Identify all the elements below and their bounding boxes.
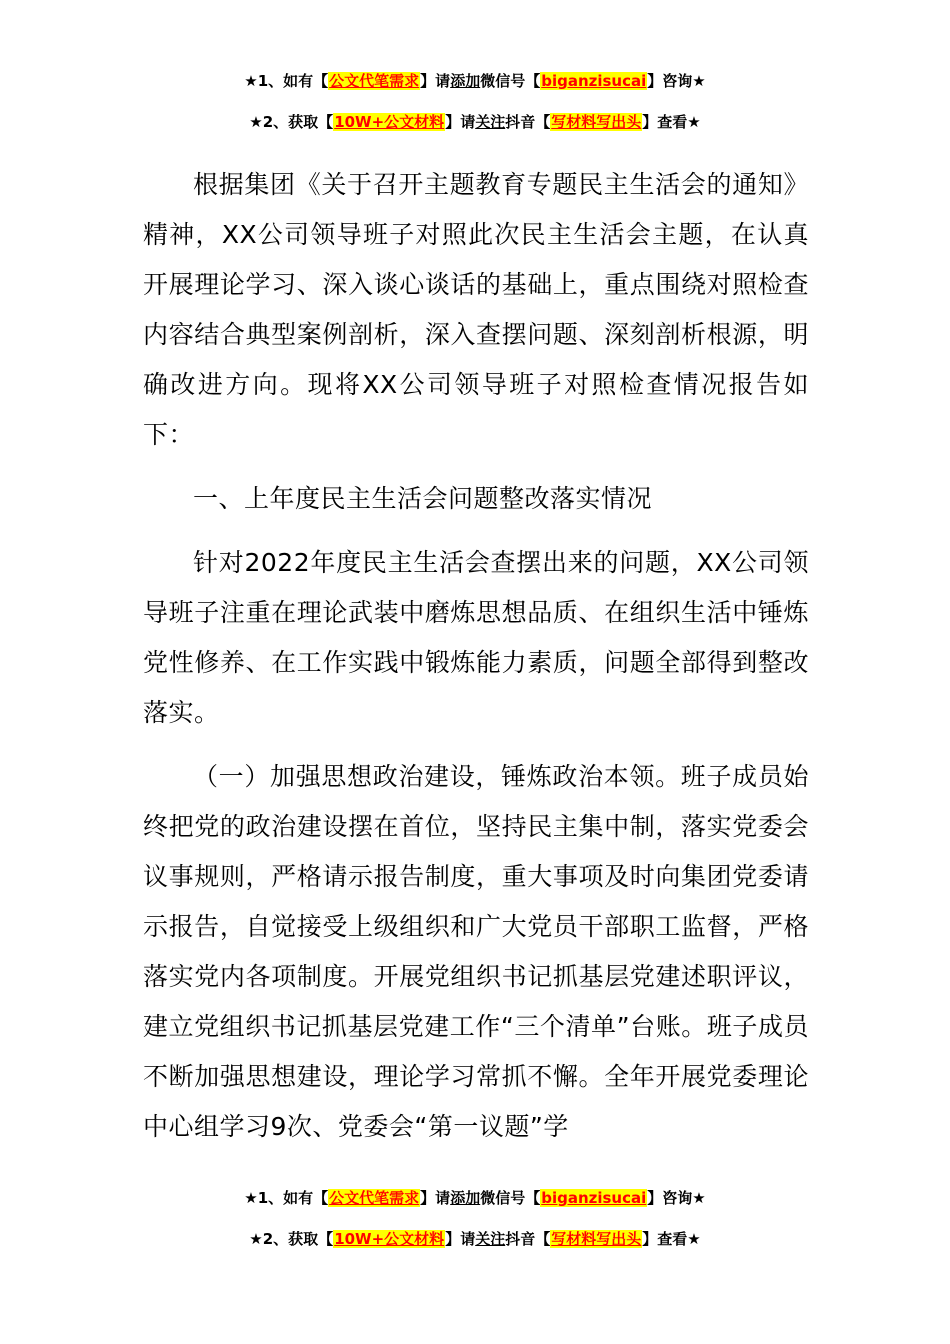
- banner-text: 抖音【: [505, 113, 551, 131]
- header-banner-line-1: [0, 70, 950, 92]
- banner-text: 】请: [420, 1189, 451, 1207]
- paragraph: （一）加强思想政治建设，锤炼政治本领。班子成员始终把党的政治建设摆在首位，坚持民主集中制，落实党委会议事规则，严格请示报告制度，重大事项及时向集团党委请示报告，自觉接受上级组织和广大党员干部职工监督，严格落实党内各项制度。开展党组织书记抓基层党建述职评议，建立党组织书记抓基层党建工作“三个清单”台账。班子成员不断加强思想建设，理论学习常抓不懈。全年开展党委理论中心组学习9次、党委会“第一议题”学: [143, 762, 809, 1141]
- footer-banner-line-1: [0, 1187, 950, 1209]
- header-banner-line-2: [0, 111, 950, 133]
- banner-text: 】请: [445, 1230, 476, 1248]
- wechat-id: biganzisucai: [541, 1189, 647, 1207]
- banner-text: 抖音【: [505, 1230, 551, 1248]
- paragraph: 针对2022年度民主生活会查摆出来的问题，XX公司领导班子注重在理论武装中磨炼思想品质、在组织生活中锤炼党性修养、在工作实践中锻炼能力素质，问题全部得到整改落实。: [143, 548, 809, 727]
- banner-text: 】查看★: [642, 1230, 701, 1248]
- section-heading: 一、上年度民主生活会问题整改落实情况: [193, 484, 653, 513]
- banner-text: ★2、获取【: [249, 1230, 334, 1248]
- underlined-text: 关注: [475, 1230, 506, 1248]
- banner-text: 】咨询★: [647, 72, 706, 90]
- banner-text: 】请: [420, 72, 451, 90]
- douyin-account: 写材料写出头: [551, 113, 642, 131]
- footer-banner-line-2: [0, 1228, 950, 1250]
- banner-text: ★1、如有【: [244, 1189, 329, 1207]
- underlined-text: 添加: [450, 72, 481, 90]
- wechat-id: biganzisucai: [541, 72, 647, 90]
- banner-text: ★1、如有【: [244, 72, 329, 90]
- banner-text: 】咨询★: [647, 1189, 706, 1207]
- highlight-text: 10W+公文材料: [334, 113, 445, 131]
- banner-text: 】查看★: [642, 113, 701, 131]
- banner-text: ★2、获取【: [249, 113, 334, 131]
- underlined-text: 关注: [475, 113, 506, 131]
- highlight-text: 公文代笔需求: [329, 1189, 420, 1207]
- banner-text: 微信号【: [480, 1189, 541, 1207]
- banner-text: 微信号【: [480, 72, 541, 90]
- document-body: [143, 160, 809, 1152]
- highlight-text: 10W+公文材料: [334, 1230, 445, 1248]
- highlight-text: 公文代笔需求: [329, 72, 420, 90]
- banner-text: 】请: [445, 113, 476, 131]
- intro-paragraph: 根据集团《关于召开主题教育专题民主生活会的通知》精神，XX公司领导班子对照此次民主生活会主题，在认真开展理论学习、深入谈心谈话的基础上，重点围绕对照检查内容结合典型案例剖析，深入查摆问题、深刻剖析根源，明确改进方向。现将XX公司领导班子对照检查情况报告如下：: [143, 170, 809, 449]
- underlined-text: 添加: [450, 1189, 481, 1207]
- douyin-account: 写材料写出头: [551, 1230, 642, 1248]
